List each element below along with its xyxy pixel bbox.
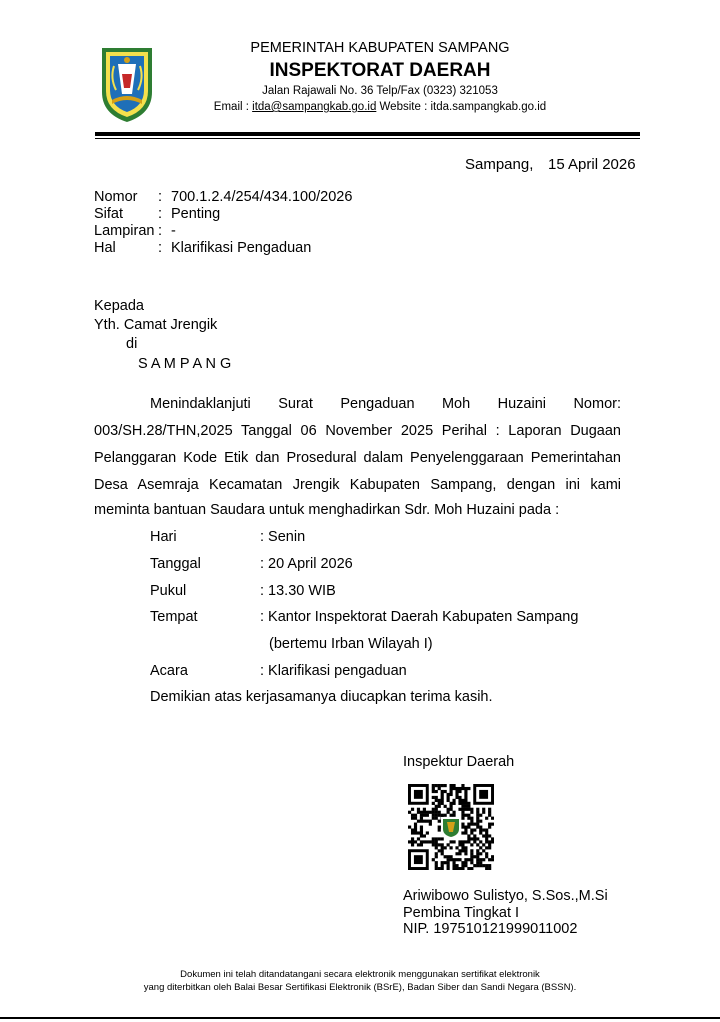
meta-value: Penting xyxy=(171,206,221,222)
detail-label: Hari xyxy=(150,529,177,545)
detail-value: : Senin xyxy=(260,529,306,545)
regency-logo xyxy=(96,44,158,124)
body-line: meminta bantuan Saudara untuk menghadirkan Sdr. Moh Huzaini pada : xyxy=(94,502,560,518)
meta-value: - xyxy=(171,223,176,239)
recipient-di: di xyxy=(126,336,138,352)
kop-rule-thick xyxy=(95,132,640,136)
recipient-kepada: Kepada xyxy=(94,298,144,314)
meta-colon: : xyxy=(158,189,163,205)
qr-code xyxy=(408,784,494,870)
body-line: Pelanggaran Kode Etik dan Prosedural dalam Penyelenggaraan Pemerintahan xyxy=(94,450,621,466)
recipient-city: S A M P A N G xyxy=(138,356,232,372)
footer-esign-note-2: yang diterbitkan oleh Balai Besar Sertifikasi Elektronik (BSrE), Badan Siber dan Sandi Negara (BSSN). xyxy=(143,982,577,993)
detail-label: Acara xyxy=(150,663,188,679)
kop-agency: INSPEKTORAT DAERAH xyxy=(269,60,491,81)
recipient-name: Yth. Camat Jrengik xyxy=(94,317,218,333)
signatory-rank: Pembina Tingkat I xyxy=(403,905,520,921)
detail-label: Tanggal xyxy=(150,556,201,572)
meta-label: Sifat xyxy=(94,206,124,222)
detail-value: : 20 April 2026 xyxy=(260,556,353,572)
detail-value-continued: (bertemu Irban Wilayah I) xyxy=(269,636,433,652)
closing-sentence: Demikian atas kerjasamanya diucapkan terima kasih. xyxy=(150,689,493,705)
meta-colon: : xyxy=(158,223,163,239)
kop-website: Website : itda.sampangkab.go.id xyxy=(376,101,547,113)
detail-value: : Klarifikasi pengaduan xyxy=(260,663,407,679)
body-line: Menindaklanjuti Surat Pengaduan Moh Huzaini Nomor: xyxy=(150,396,621,412)
detail-value: : Kantor Inspektorat Daerah Kabupaten Sampang xyxy=(260,609,579,625)
signatory-name: Ariwibowo Sulistyo, S.Sos.,M.Si xyxy=(403,888,608,904)
page-bottom-rule xyxy=(0,1017,720,1019)
letter-place: Sampang, xyxy=(465,156,534,173)
meta-label: Nomor xyxy=(94,189,138,205)
signatory-nip: NIP. 197510121999011002 xyxy=(403,921,578,937)
meta-colon: : xyxy=(158,240,163,256)
detail-label: Pukul xyxy=(150,583,187,599)
body-line: 003/SH.28/THN,2025 Tanggal 06 November 2025 Perihal : Laporan Dugaan xyxy=(94,423,621,439)
kop-government: PEMERINTAH KABUPATEN SAMPANG xyxy=(250,40,510,56)
detail-value: : 13.30 WIB xyxy=(260,583,336,599)
meta-colon: : xyxy=(158,206,163,222)
kop-contact xyxy=(190,101,570,113)
body-line: Desa Asemraja Kecamatan Jrengik Kabupaten Sampang, dengan ini kami xyxy=(94,477,621,493)
kop-email-label: Email : xyxy=(213,101,253,113)
detail-label: Tempat xyxy=(150,609,198,625)
footer-esign-note-1: Dokumen ini telah ditandatangani secara elektronik menggunakan sertifikat elektronik xyxy=(180,969,540,980)
meta-value: Klarifikasi Pengaduan xyxy=(171,240,312,256)
meta-label: Hal xyxy=(94,240,116,256)
signature-title: Inspektur Daerah xyxy=(403,754,515,770)
kop-address: Jalan Rajawali No. 36 Telp/Fax (0323) 321053 xyxy=(262,85,498,97)
meta-value: 700.1.2.4/254/434.100/2026 xyxy=(171,189,353,205)
meta-label: Lampiran xyxy=(94,223,155,239)
letter-date: 15 April 2026 xyxy=(548,156,636,173)
kop-rule-thin xyxy=(95,138,640,139)
kop-email-link[interactable]: itda@sampangkab.go.id xyxy=(252,101,377,113)
